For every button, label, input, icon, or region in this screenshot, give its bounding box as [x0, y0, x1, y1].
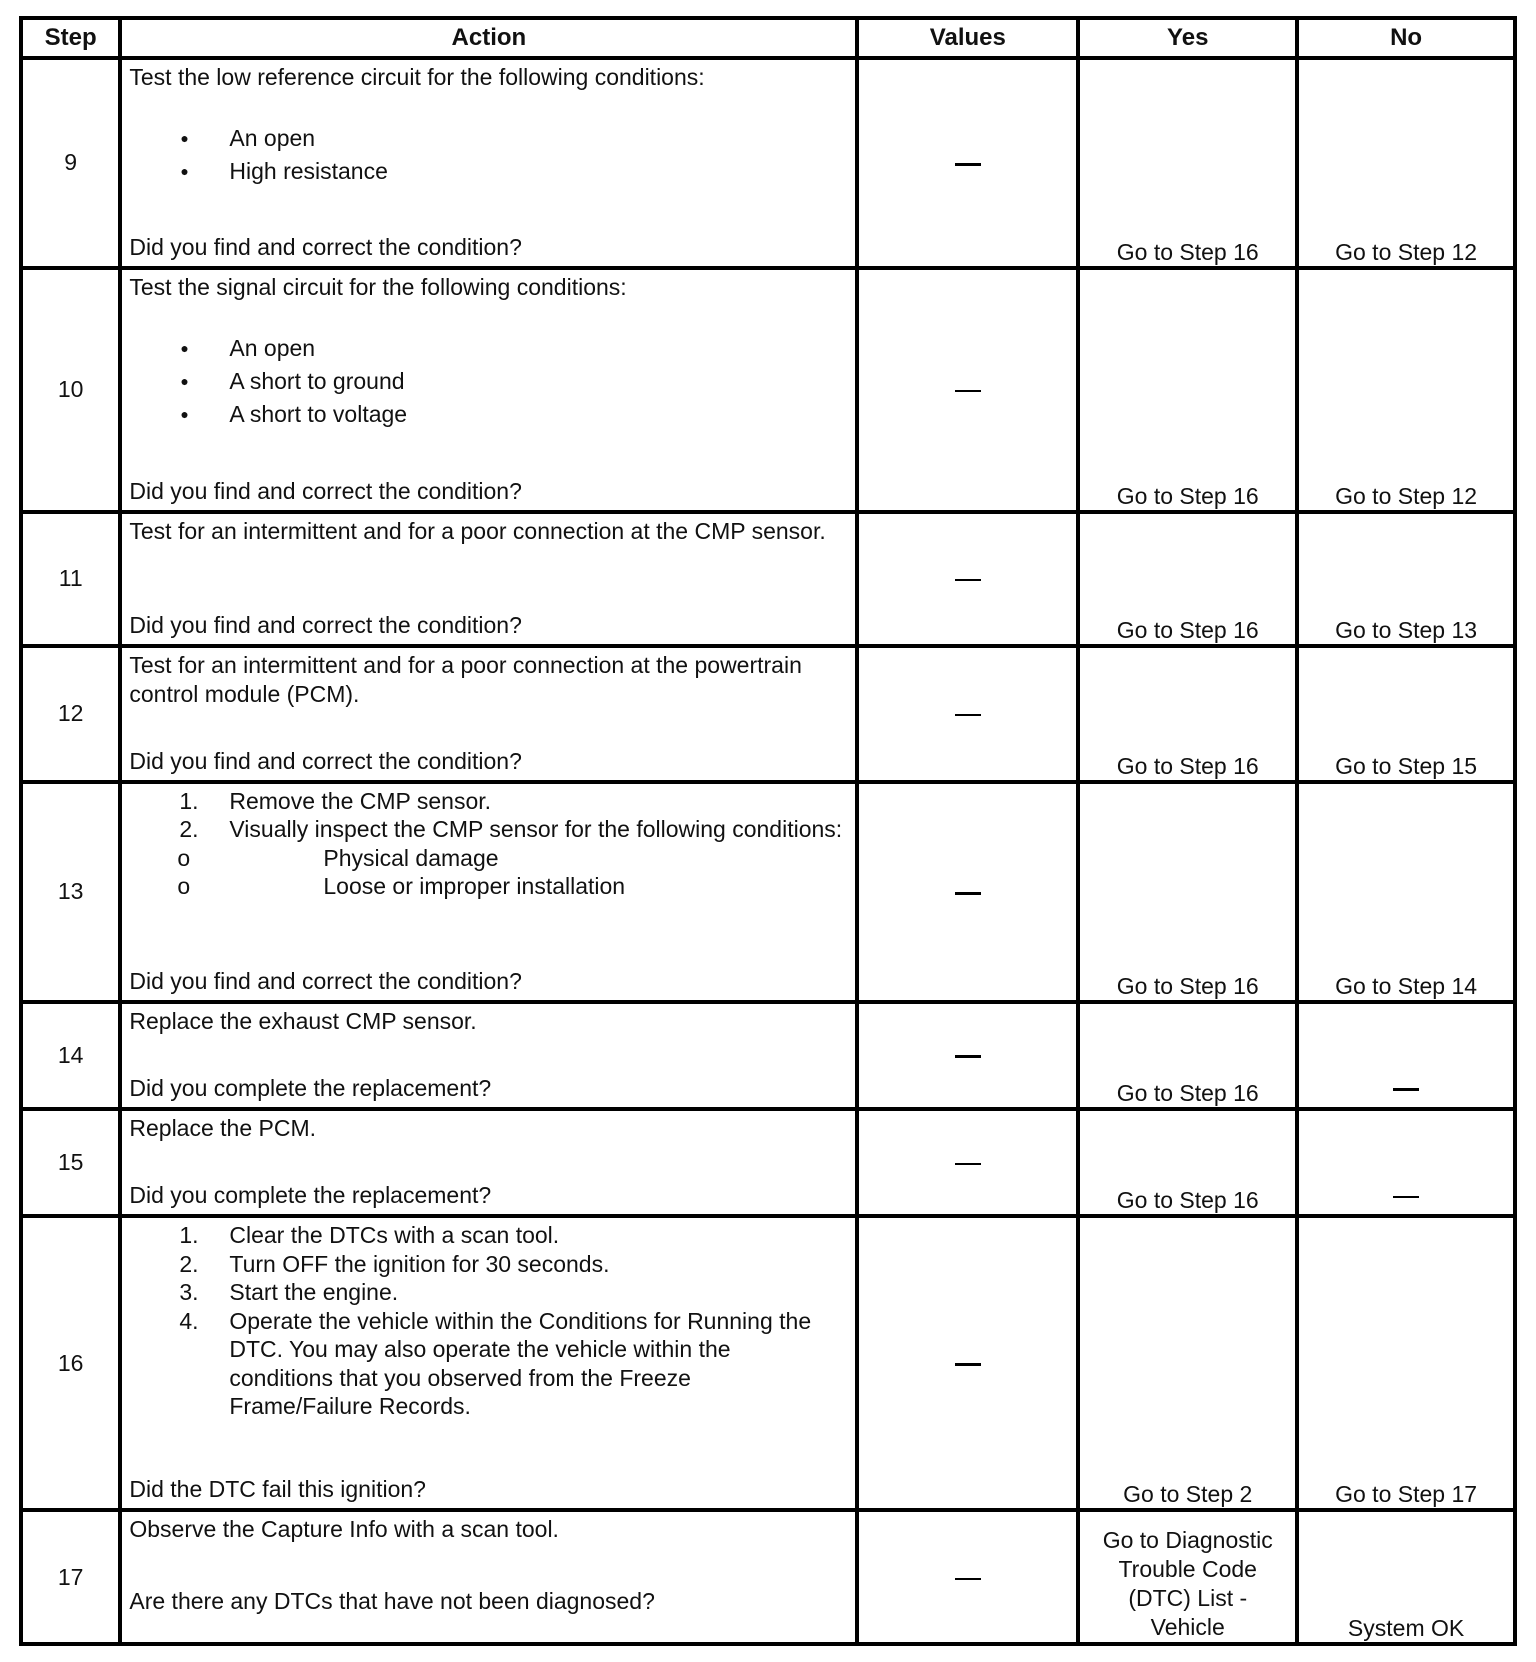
- step-number: 16: [21, 1216, 120, 1510]
- yes-cell: Go to Step 16: [1078, 646, 1297, 782]
- action-intro: Replace the PCM.: [129, 1115, 317, 1142]
- action-question: Did the DTC fail this ignition?: [129, 1476, 426, 1503]
- yes-line: Trouble Code: [1118, 1556, 1257, 1582]
- table-row: [21, 1510, 1515, 1644]
- step-number: 12: [21, 646, 120, 782]
- action-intro: Test the low reference circuit for the following conditions:: [129, 64, 705, 90]
- step-number: 9: [21, 58, 120, 268]
- values-cell: [857, 1109, 1078, 1216]
- action-question: Did you find and correct the condition?: [129, 233, 522, 260]
- yes-line: Vehicle: [1150, 1614, 1225, 1640]
- table-row: [21, 512, 1515, 647]
- values-cell: [857, 782, 1078, 1002]
- no-cell: Go to Step 15: [1297, 646, 1515, 782]
- dash-mark: [955, 892, 981, 895]
- step-number: 15: [21, 1109, 120, 1216]
- action-question: Did you find and correct the condition?: [129, 477, 522, 504]
- dash-mark: [1393, 1196, 1419, 1198]
- values-cell: [857, 646, 1078, 782]
- list-item: 3. Start the engine.: [179, 1279, 399, 1306]
- list-item: o Physical damage: [129, 844, 847, 873]
- no-cell: [1297, 1002, 1515, 1109]
- values-cell: [857, 268, 1078, 512]
- list-item: ● High resistance: [129, 155, 847, 188]
- step-number: 17: [21, 1510, 120, 1644]
- values-cell: [857, 512, 1078, 647]
- list-item: ● An open: [129, 332, 847, 365]
- no-cell: Go to Step 17: [1297, 1216, 1515, 1510]
- table-row: [21, 1002, 1515, 1109]
- action-cell: [120, 782, 857, 1002]
- no-cell: Go to Step 14: [1297, 782, 1515, 1002]
- header-row: [21, 18, 1515, 58]
- action-cell: [120, 1510, 857, 1644]
- no-cell: [1297, 1109, 1515, 1216]
- action-question: Are there any DTCs that have not been diagnosed?: [129, 1588, 655, 1614]
- yes-line: (DTC) List -: [1128, 1585, 1248, 1611]
- list-item: 2. Visually inspect the CMP sensor for the following conditions: o Physical damage o Loose or improper installation: [129, 815, 847, 901]
- no-cell: System OK: [1297, 1510, 1515, 1644]
- list-item: o Loose or improper installation: [129, 872, 847, 901]
- yes-cell: [1078, 1510, 1297, 1644]
- table-row: [21, 782, 1515, 1002]
- action-question: Did you complete the replacement?: [129, 1182, 492, 1209]
- action-intro: Test for an intermittent and for a poor connection at the powertrain control module (PCM).: [129, 652, 802, 708]
- yes-cell: Go to Step 16: [1078, 268, 1297, 512]
- values-cell: [857, 1510, 1078, 1644]
- values-cell: [857, 58, 1078, 268]
- dash-mark: [955, 390, 981, 392]
- list-item: 1. Remove the CMP sensor.: [179, 787, 492, 814]
- action-question: Did you find and correct the condition?: [129, 612, 522, 639]
- no-cell: Go to Step 12: [1297, 58, 1515, 268]
- no-cell: Go to Step 12: [1297, 268, 1515, 512]
- action-cell: [120, 1216, 857, 1510]
- action-intro: Observe the Capture Info with a scan tool.: [129, 1516, 559, 1543]
- list-item: 1. Clear the DTCs with a scan tool.: [179, 1222, 560, 1249]
- dash-mark: [955, 1163, 981, 1165]
- action-question: Did you complete the replacement?: [129, 1075, 492, 1102]
- condition-list: [129, 332, 847, 431]
- values-cell: [857, 1002, 1078, 1109]
- table-row: [21, 1109, 1515, 1216]
- dash-mark: [1393, 1088, 1419, 1091]
- diagnostic-table: [19, 16, 1517, 1646]
- list-item: 4. Operate the vehicle within the Conditions for Running the DTC. You may also operate the vehicle within the conditions that you observed from the Freeze Frame/Failure Records.: [179, 1307, 812, 1420]
- header-action: Action: [120, 18, 857, 58]
- table-row: [21, 58, 1515, 268]
- no-cell: Go to Step 13: [1297, 512, 1515, 647]
- condition-list: [129, 122, 847, 188]
- list-item: ● A short to ground: [129, 365, 847, 398]
- yes-cell: Go to Step 16: [1078, 1002, 1297, 1109]
- action-cell: [120, 1002, 857, 1109]
- action-intro: Test the signal circuit for the following conditions:: [129, 273, 627, 300]
- yes-cell: Go to Step 16: [1078, 512, 1297, 647]
- header-yes: Yes: [1078, 18, 1297, 58]
- header-step: Step: [21, 18, 120, 58]
- values-cell: [857, 1216, 1078, 1510]
- yes-cell: Go to Step 16: [1078, 58, 1297, 268]
- step-number: 10: [21, 268, 120, 512]
- step-number: 11: [21, 512, 120, 647]
- step-number: 14: [21, 1002, 120, 1109]
- sub-condition-list: [129, 844, 847, 901]
- action-cell: [120, 268, 857, 512]
- action-cell: [120, 646, 857, 782]
- numbered-steps: [129, 787, 847, 901]
- header-values: Values: [857, 18, 1078, 58]
- table-row: [21, 268, 1515, 512]
- step-number: 13: [21, 782, 120, 1002]
- action-cell: [120, 1109, 857, 1216]
- table-row: [21, 1216, 1515, 1510]
- dash-mark: [955, 1055, 981, 1058]
- action-cell: [120, 58, 857, 268]
- yes-cell: Go to Step 16: [1078, 782, 1297, 1002]
- action-intro: Test for an intermittent and for a poor connection at the CMP sensor.: [129, 517, 826, 544]
- list-item: 2. Turn OFF the ignition for 30 seconds.: [179, 1250, 610, 1277]
- yes-cell: Go to Step 2: [1078, 1216, 1297, 1510]
- action-intro: Replace the exhaust CMP sensor.: [129, 1007, 477, 1034]
- yes-cell: Go to Step 16: [1078, 1109, 1297, 1216]
- action-question: Did you find and correct the condition?: [129, 747, 522, 774]
- dash-mark: [955, 1578, 981, 1580]
- yes-line: Go to Diagnostic: [1102, 1527, 1273, 1553]
- dash-mark: [955, 163, 981, 166]
- header-no: No: [1297, 18, 1515, 58]
- dash-mark: [955, 579, 981, 581]
- numbered-steps: [129, 1221, 847, 1421]
- table-row: [21, 646, 1515, 782]
- list-item: ● An open: [129, 122, 847, 155]
- action-cell: [120, 512, 857, 647]
- list-item: ● A short to voltage: [129, 398, 847, 431]
- dash-mark: [955, 714, 981, 716]
- action-question: Did you find and correct the condition?: [129, 967, 522, 994]
- dash-mark: [955, 1363, 981, 1366]
